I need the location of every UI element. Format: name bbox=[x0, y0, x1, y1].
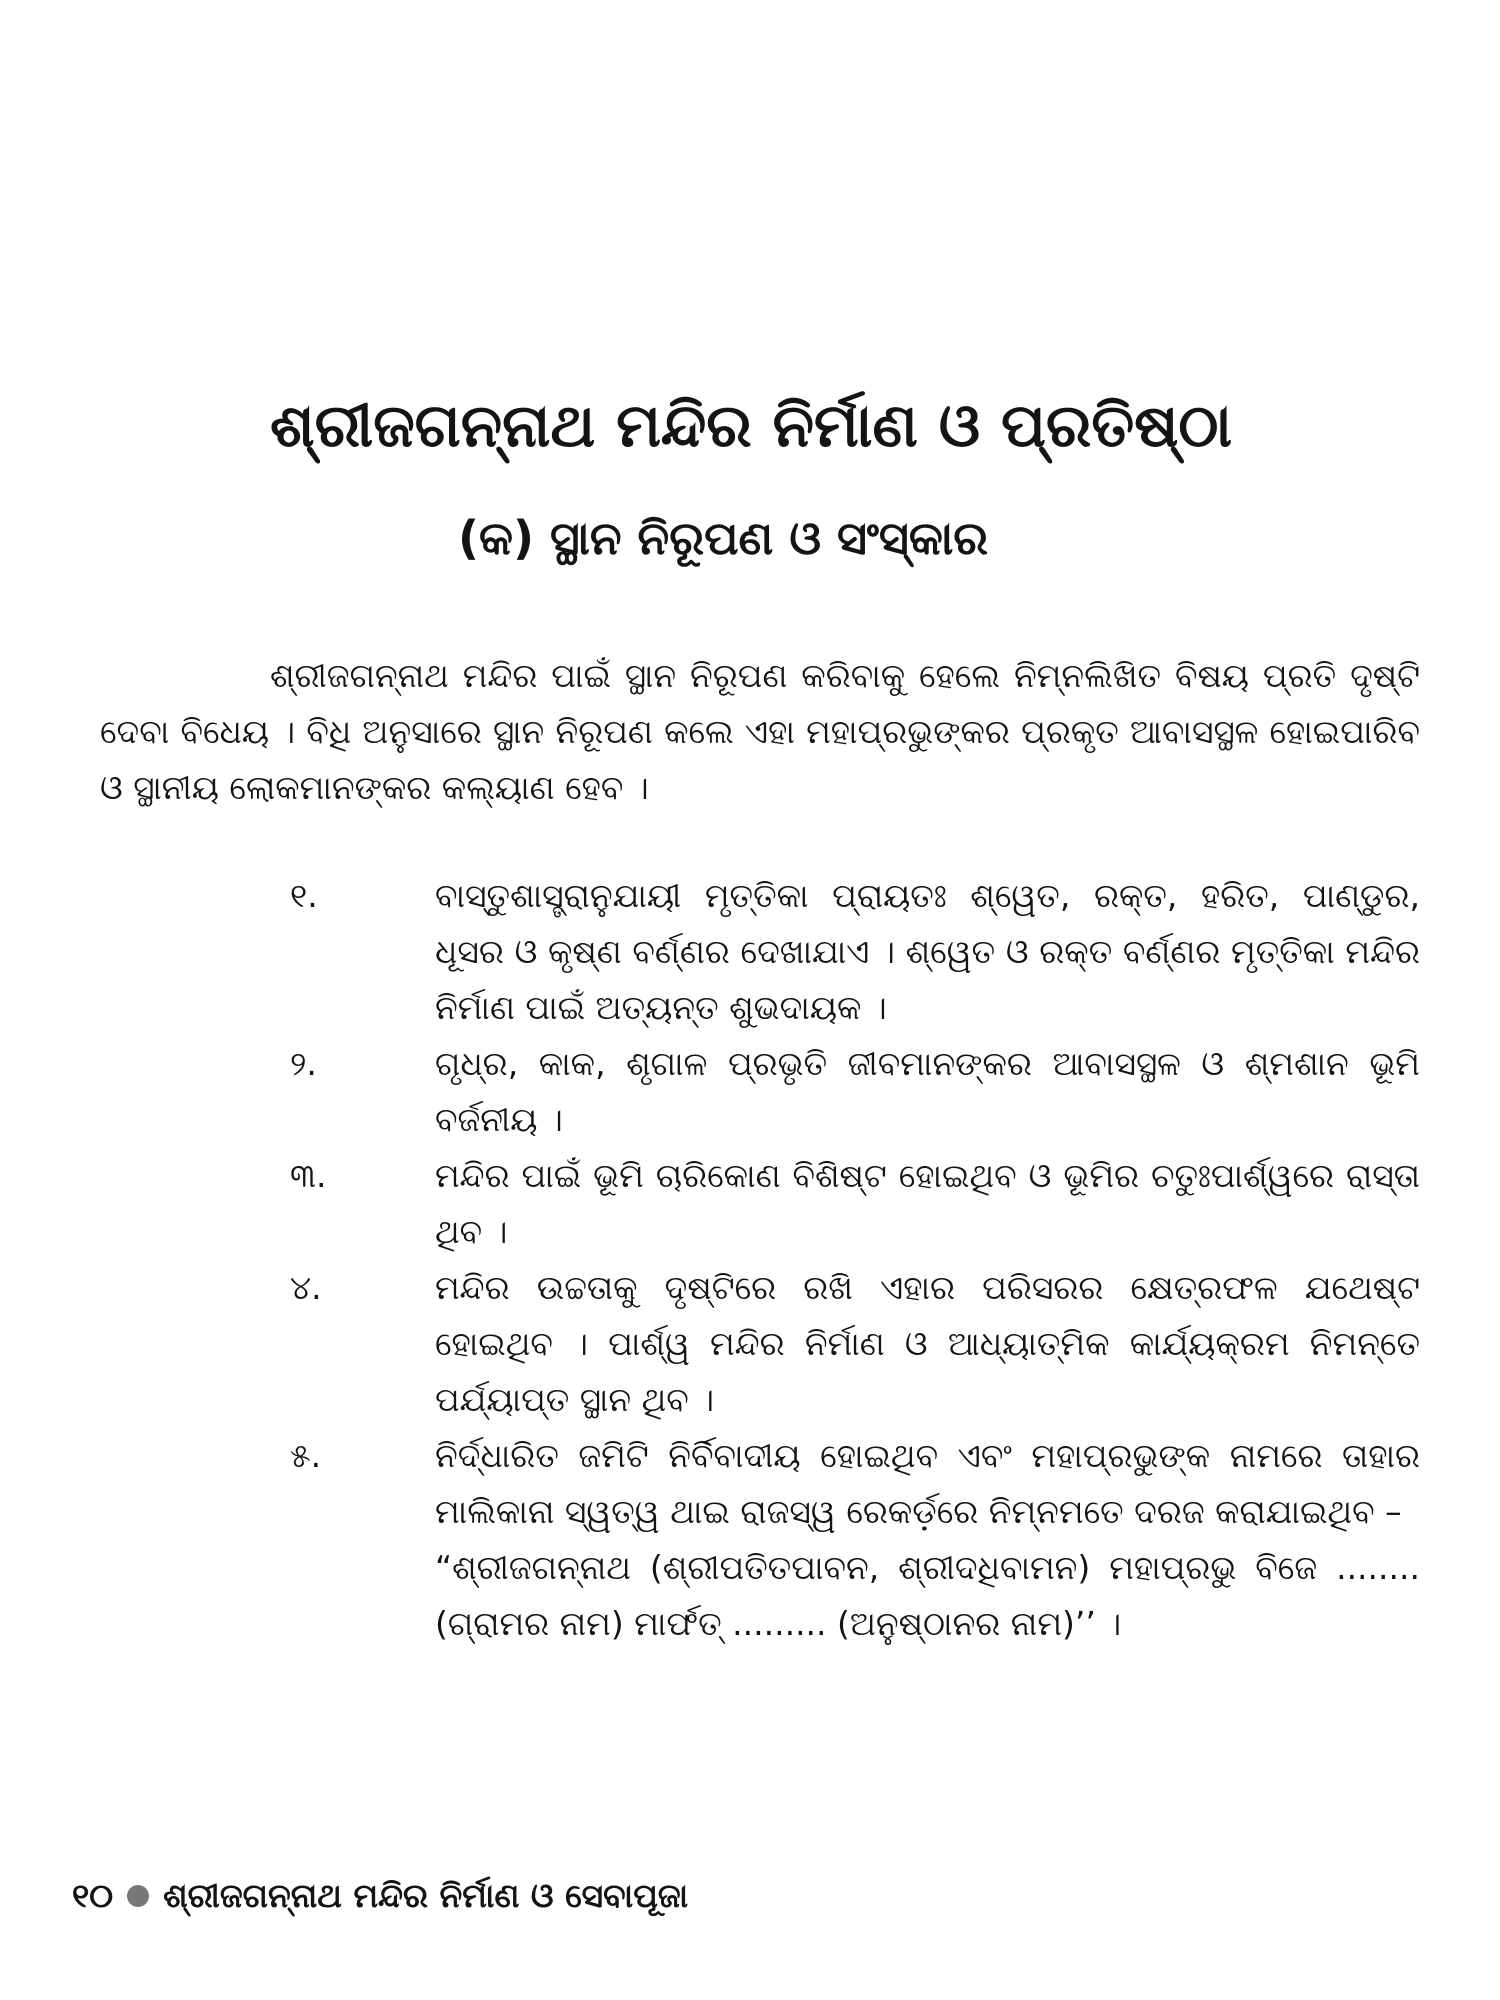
list-item bbox=[100, 1428, 1420, 1540]
list-item-text: ନିର୍ଦ୍ଧାରିତ ଜମିଟି ନିର୍ବିବାଦୀୟ ହୋଇଥିବ ଏବଂ ମହାପ୍ରଭୁଙ୍କ ନାମରେ ତାହାର ମାଲିକାନା ସ୍ୱତ୍ୱ ଥାଇ ରାଜସ୍ୱ ରେକର୍ଡ଼ରେ ନିମ୍ନମତେ ଦରଜ କରାଯାଇଥିବ – bbox=[435, 1436, 1420, 1531]
bullet-dot-icon bbox=[127, 1885, 149, 1907]
list-item-number: ୪. bbox=[290, 1268, 322, 1307]
record-quote: “ଶ୍ରୀଜଗନ୍ନାଥ (ଶ୍ରୀପତିତପାବନ, ଶ୍ରୀଦଧିବାମନ) ମହାପ୍ରଭୁ ବିଜେ ........ (ଗ୍ରାମର ନାମ) ମାର୍ଫତ୍ ......... (ଅନୁଷ୍ଠାନର ନାମ)’’ । bbox=[435, 1548, 1420, 1643]
list-item-number: ୨. bbox=[290, 1044, 317, 1083]
numbered-list bbox=[100, 868, 1420, 1652]
list-item-number: ୩. bbox=[290, 1156, 327, 1195]
section-subtitle: (କ) ସ୍ଥାନ ନିରୂପଣ ଓ ସଂସ୍କାର bbox=[458, 511, 989, 565]
page-title: ଶ୍ରୀଜଗନ୍ନାଥ ମନ୍ଦିର ନିର୍ମାଣ ଓ ପ୍ରତିଷ୍ଠା bbox=[270, 391, 1233, 461]
running-book-title: ଶ୍ରୀଜଗନ୍ନାଥ ମନ୍ଦିର ନିର୍ମାଣ ଓ ସେବାପୂଜା bbox=[163, 1876, 689, 1915]
list-item-text: ମନ୍ଦିର ଉଚ୍ଚତାକୁ ଦୃଷ୍ଟିରେ ରଖି ଏହାର ପରିସରର କ୍ଷେତ୍ରଫଳ ଯଥେଷ୍ଟ ହୋଇଥିବ । ପାର୍ଶ୍ୱ ମନ୍ଦିର ନିର୍ମାଣ ଓ ଆଧ୍ୟାତ୍ମିକ କାର୍ଯ୍ୟକ୍ରମ ନିମନ୍ତେ ପର୍ଯ୍ୟାପ୍ତ ସ୍ଥାନ ଥିବ । bbox=[435, 1268, 1420, 1419]
list-item bbox=[100, 1036, 1420, 1148]
list-item bbox=[100, 868, 1420, 1036]
page-number: ୧୦ bbox=[72, 1876, 114, 1915]
list-item-text: ଗୃଧ୍ର, କାକ, ଶୃଗାଳ ପ୍ରଭୃତି ଜୀବମାନଙ୍କର ଆବାସସ୍ଥଳ ଓ ଶ୍ମଶାନ ଭୂମି ବର୍ଜନୀୟ । bbox=[435, 1044, 1420, 1139]
list-item bbox=[100, 1260, 1420, 1428]
list-item-text: ବାସ୍ତୁଶାସ୍ତ୍ରାନୁଯାୟୀ ମୃତ୍ତିକା ପ୍ରାୟତଃ ଶ୍ୱେତ, ରକ୍ତ, ହରିତ, ପାଣ୍ଡୁର, ଧୂସର ଓ କୃଷ୍ଣ ବର୍ଣ୍ଣର ଦେଖାଯାଏ । ଶ୍ୱେତ ଓ ରକ୍ତ ବର୍ଣ୍ଣର ମୃତ୍ତିକା ମନ୍ଦିର ନିର୍ମାଣ ପାଇଁ ଅତ୍ୟନ୍ତ ଶୁଭଦାୟକ । bbox=[435, 876, 1420, 1027]
list-item-number: ୧. bbox=[290, 876, 318, 915]
list-item bbox=[100, 1148, 1420, 1260]
page-footer bbox=[72, 1868, 688, 1924]
list-item-number: ୫. bbox=[290, 1436, 322, 1475]
list-item-text: ମନ୍ଦିର ପାଇଁ ଭୂମି ଚାରିକୋଣ ବିଶିଷ୍ଟ ହୋଇଥିବ ଓ ଭୂମିର ଚତୁଃପାର୍ଶ୍ୱରେ ରାସ୍ତା ଥିବ । bbox=[435, 1156, 1420, 1251]
intro-paragraph: ଶ୍ରୀଜଗନ୍ନାଥ ମନ୍ଦିର ପାଇଁ ସ୍ଥାନ ନିରୂପଣ କରିବାକୁ ହେଲେ ନିମ୍ନଲିଖିତ ବିଷୟ ପ୍ରତି ଦୃଷ୍ଟି ଦେବା ବିଧେୟ । ବିଧି ଅନୁସାରେ ସ୍ଥାନ ନିରୂପଣ କଲେ ଏହା ମହାପ୍ରଭୁଙ୍କର ପ୍ରକୃତ ଆବାସସ୍ଥଳ ହୋଇପାରିବ ଓ ସ୍ଥାନୀୟ ଲୋକମାନଙ୍କର କଲ୍ୟାଣ ହେବ । bbox=[100, 656, 1420, 807]
